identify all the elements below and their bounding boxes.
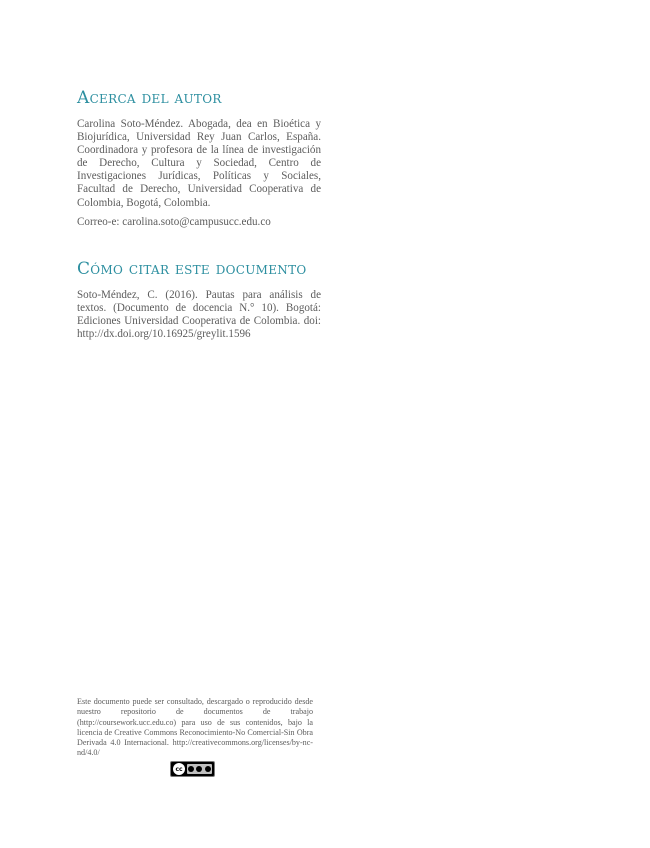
cc-logo-icon: cc [173,763,185,775]
about-author-bio: Carolina Soto-Méndez. Abogada, dea en Bioética y Biojurídica, Universidad Rey Juan Carlos, España. Coordinadora y profesora de la línea de investigación de Derecho, Cultura y Sociedad, Centro de Investigaciones Jurídicas, Políticas y Sociales, Facultad de Derecho, Universidad Cooperativa de Colombia, Bogotá, Colombia. [77,118,321,209]
citation-section [77,259,321,341]
about-author-section [77,88,321,229]
author-email: Correo-e: carolina.soto@campusucc.edu.co [77,215,271,228]
citation-heading: Cómo citar este documento [77,259,307,279]
license-block [77,697,313,773]
cc-nc-icon [196,766,202,772]
cc-nd-icon [205,766,211,772]
license-text: Este documento puede ser consultado, descargado o reproducido desde nuestro repositorio de documentos de trabajo (http://coursework.ucc.edu.co) para uso de sus contenidos, bajo la licencia de Creative Commons Reconocimiento-No Comercial-Sin Obra Derivada 4.0 Internacional. http://creativecommons.org/licenses/by-nc-nd/4.0/ [77,697,313,758]
citation-text: Soto-Méndez, C. (2016). Pautas para análisis de textos. (Documento de docencia N.° 10). Bogotá: Ediciones Universidad Cooperativa de Colombia. doi: http://dx.doi.org/10.16925/greylit.1596 [77,289,321,341]
about-author-heading: Acerca del autor [77,88,222,108]
cc-by-icon [188,766,194,772]
cc-license-terms-icon [187,764,212,774]
creative-commons-by-nc-nd-icon [170,761,215,777]
